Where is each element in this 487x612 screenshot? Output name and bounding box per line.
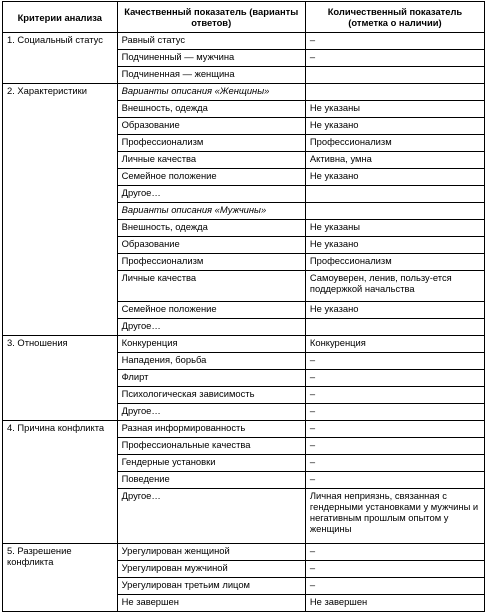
quantitative-cell: Не указаны	[305, 101, 484, 118]
qualitative-cell: Профессионализм	[117, 135, 305, 152]
qualitative-cell: Урегулирован женщиной	[117, 544, 305, 561]
qualitative-cell: Профессионализм	[117, 254, 305, 271]
qualitative-cell: Нападения, борьба	[117, 353, 305, 370]
qualitative-cell: Другое…	[117, 404, 305, 421]
qualitative-cell: Семейное положение	[117, 302, 305, 319]
table-row	[3, 84, 485, 101]
quantitative-cell: –	[305, 353, 484, 370]
quantitative-cell: Не завершен	[305, 595, 484, 612]
criteria-table	[2, 1, 485, 612]
quantitative-cell: Не указаны	[305, 220, 484, 237]
quantitative-cell	[305, 186, 484, 203]
qualitative-cell: Варианты описания «Женщины»	[117, 84, 305, 101]
quantitative-cell: –	[305, 33, 484, 50]
qualitative-cell: Подчиненная — женщина	[117, 67, 305, 84]
qualitative-cell: Образование	[117, 118, 305, 135]
quantitative-cell: –	[305, 561, 484, 578]
qualitative-cell: Другое…	[117, 489, 305, 544]
header-quantitative: Количественный показатель (отметка о наличии)	[305, 2, 484, 33]
quantitative-cell: Профессионализм	[305, 254, 484, 271]
qualitative-cell: Поведение	[117, 472, 305, 489]
qualitative-cell: Не завершен	[117, 595, 305, 612]
quantitative-cell: Не указано	[305, 169, 484, 186]
table-row	[3, 336, 485, 353]
table-row	[3, 33, 485, 50]
quantitative-cell	[305, 319, 484, 336]
criterion-cell: 3. Отношения	[3, 336, 118, 421]
qualitative-cell: Психологическая зависимость	[117, 387, 305, 404]
qualitative-cell: Варианты описания «Мужчины»	[117, 203, 305, 220]
qualitative-cell: Образование	[117, 237, 305, 254]
quantitative-cell: –	[305, 578, 484, 595]
quantitative-cell: Активна, умна	[305, 152, 484, 169]
quantitative-cell: Не указано	[305, 118, 484, 135]
quantitative-cell: Конкуренция	[305, 336, 484, 353]
qualitative-cell: Урегулирован мужчиной	[117, 561, 305, 578]
header-qualitative: Качественный показатель (варианты ответов)	[117, 2, 305, 33]
quantitative-cell: –	[305, 370, 484, 387]
quantitative-cell: –	[305, 455, 484, 472]
qualitative-cell: Разная информированность	[117, 421, 305, 438]
criterion-cell: 4. Причина конфликта	[3, 421, 118, 544]
quantitative-cell	[305, 67, 484, 84]
qualitative-cell: Равный статус	[117, 33, 305, 50]
header-row	[3, 2, 485, 33]
qualitative-cell: Другое…	[117, 186, 305, 203]
quantitative-cell: Личная неприязнь, связанная с гендерными установками у мужчины и негативным прошлым опытом у женщины	[305, 489, 484, 544]
qualitative-cell: Личные качества	[117, 271, 305, 302]
qualitative-cell: Гендерные установки	[117, 455, 305, 472]
table-row	[3, 544, 485, 561]
qualitative-cell: Конкуренция	[117, 336, 305, 353]
quantitative-cell: –	[305, 438, 484, 455]
qualitative-cell: Семейное положение	[117, 169, 305, 186]
criterion-cell: 1. Социальный статус	[3, 33, 118, 84]
quantitative-cell: –	[305, 387, 484, 404]
quantitative-cell: Не указано	[305, 237, 484, 254]
header-criteria: Критерии анализа	[3, 2, 118, 33]
quantitative-cell: –	[305, 472, 484, 489]
qualitative-cell: Профессиональные качества	[117, 438, 305, 455]
criterion-cell: 2. Характеристики	[3, 84, 118, 336]
quantitative-cell: Профессионализм	[305, 135, 484, 152]
qualitative-cell: Личные качества	[117, 152, 305, 169]
qualitative-cell: Внешность, одежда	[117, 220, 305, 237]
quantitative-cell	[305, 84, 484, 101]
table-row	[3, 421, 485, 438]
quantitative-cell: –	[305, 544, 484, 561]
quantitative-cell: Самоуверен, ленив, пользу-ется поддержкой начальства	[305, 271, 484, 302]
quantitative-cell: Не указано	[305, 302, 484, 319]
qualitative-cell: Внешность, одежда	[117, 101, 305, 118]
quantitative-cell: –	[305, 404, 484, 421]
table-body	[3, 33, 485, 612]
quantitative-cell	[305, 203, 484, 220]
quantitative-cell: –	[305, 421, 484, 438]
qualitative-cell: Подчиненный — мужчина	[117, 50, 305, 67]
quantitative-cell: –	[305, 50, 484, 67]
qualitative-cell: Флирт	[117, 370, 305, 387]
criterion-cell: 5. Разрешение конфликта	[3, 544, 118, 612]
qualitative-cell: Урегулирован третьим лицом	[117, 578, 305, 595]
qualitative-cell: Другое…	[117, 319, 305, 336]
